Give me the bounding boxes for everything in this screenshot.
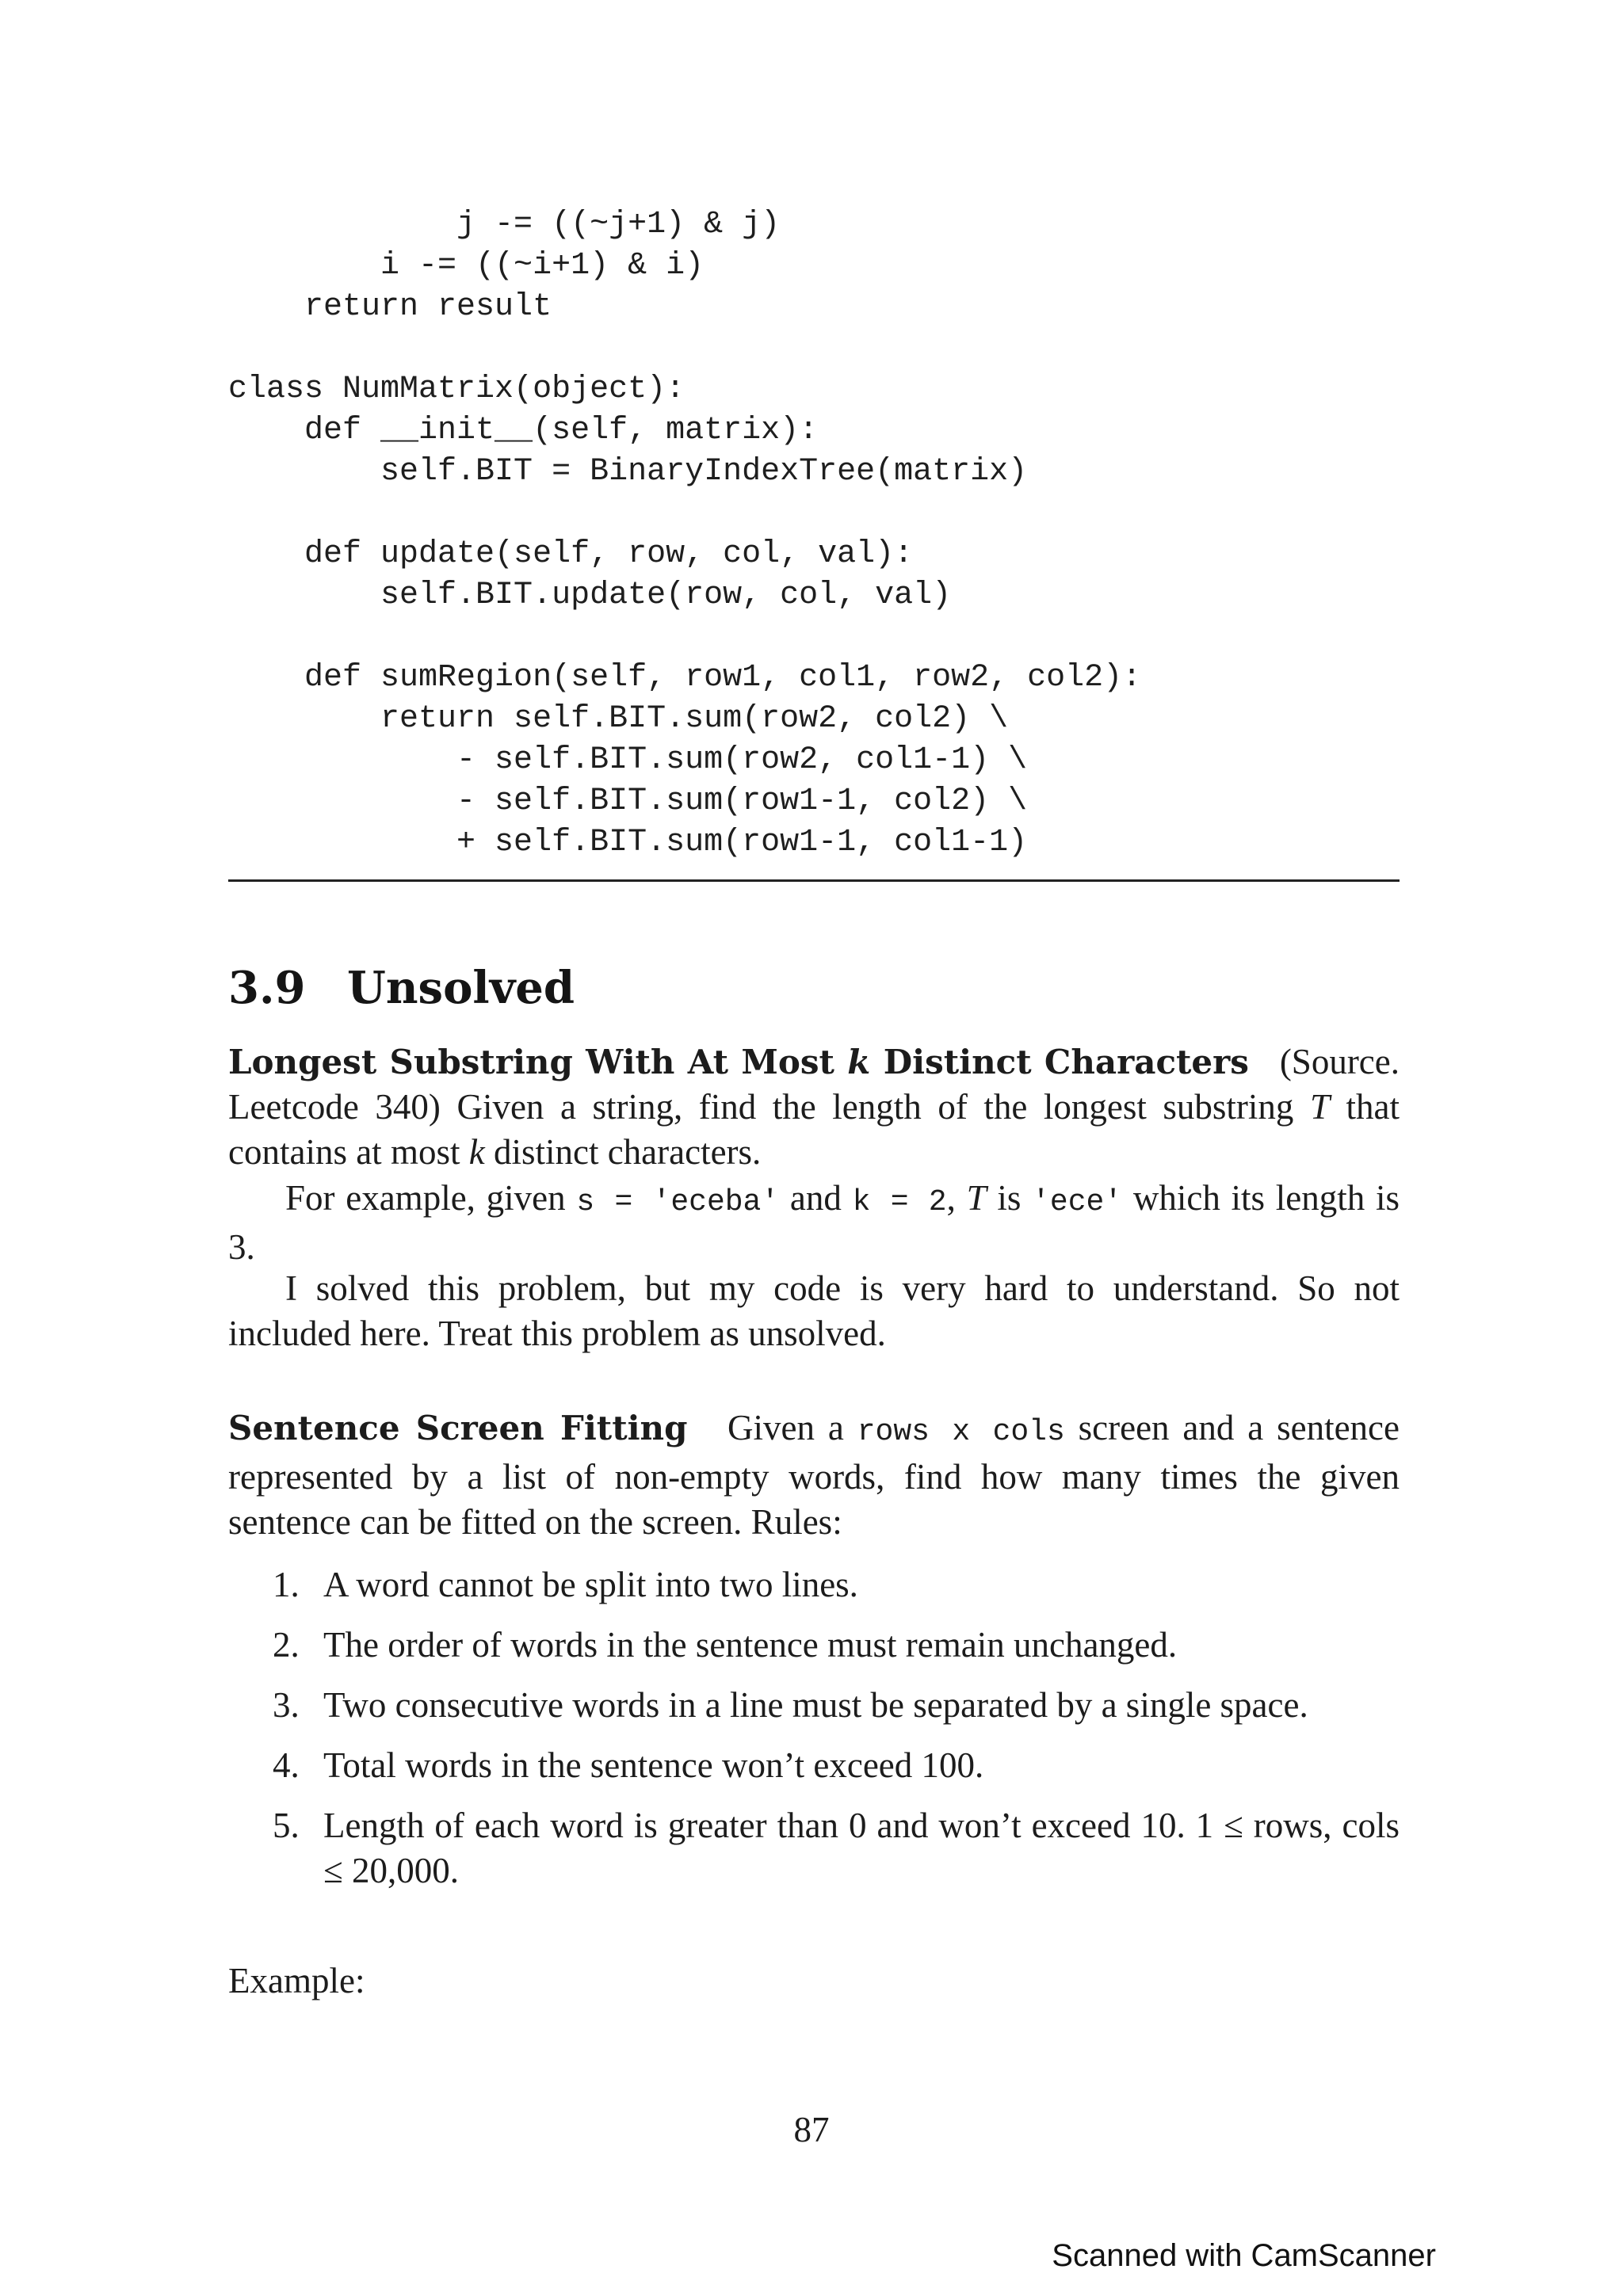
problem-note: I solved this problem, but my code is very hard to understand. So not included here. Treat this problem as unsolved.	[228, 1268, 1400, 1353]
code-line: class NumMatrix(object):	[228, 372, 685, 407]
list-item: 4. Total words in the sentence won’t exceed 100.	[273, 1745, 984, 1785]
code-line: def sumRegion(self, row1, col1, row2, col2):	[228, 660, 1142, 696]
problem-title: Longest Substring With At Most k Distinct Characters	[228, 1043, 1249, 1081]
example-label: Example:	[228, 1961, 365, 2000]
list-item: 3. Two consecutive words in a line must be separated by a single space.	[273, 1685, 1308, 1725]
code-block	[228, 204, 1401, 864]
problem-example: For example, given s = 'eceba' and k = 2, T is 'ece' which its length is 3.	[228, 1178, 1400, 1267]
code-line: j -= ((~j+1) & j)	[228, 207, 781, 242]
scanner-watermark: Scanned with CamScanner	[1052, 2238, 1436, 2273]
code-line: - self.BIT.sum(row2, col1-1) \	[228, 742, 1028, 778]
section-title: Unsolved	[347, 962, 575, 1014]
problem-description: Longest Substring With At Most k Distinct Characters (Source. Leetcode 340) Given a string, find the length of the longest substring T that contains at most k distinct characters.	[228, 1042, 1400, 1172]
code-line: def __init__(self, matrix):	[228, 413, 819, 448]
code-line: self.BIT.update(row, col, val)	[228, 578, 952, 613]
code-line	[228, 616, 1401, 658]
rules-list	[228, 1562, 1400, 1909]
code-line	[228, 328, 1401, 369]
code-line: def update(self, row, col, val):	[228, 536, 914, 572]
code-line: return self.BIT.sum(row2, col2) \	[228, 701, 1009, 737]
section-number: 3.9	[228, 962, 306, 1014]
problem-title: Sentence Screen Fitting	[228, 1409, 688, 1447]
code-line: self.BIT = BinaryIndexTree(matrix)	[228, 454, 1028, 490]
code-line: + self.BIT.sum(row1-1, col1-1)	[228, 825, 1028, 860]
code-line: return result	[228, 289, 552, 325]
page-number: 87	[793, 2110, 830, 2149]
list-item: 2. The order of words in the sentence must remain unchanged.	[273, 1625, 1178, 1665]
horizontal-rule	[228, 879, 1400, 882]
problem-description: Sentence Screen Fitting Given a rows x cols screen and a sentence represented by a list of non-empty words, find how many times the given sentence can be fitted on the screen. Rules:	[228, 1408, 1400, 1542]
section-heading	[228, 960, 575, 1016]
code-line: i -= ((~i+1) & i)	[228, 248, 705, 284]
list-item: 1. A word cannot be split into two lines.	[273, 1565, 858, 1604]
code-line: - self.BIT.sum(row1-1, col2) \	[228, 784, 1028, 819]
list-item: 5. Length of each word is greater than 0 and won’t exceed 10. 1 ≤ rows, cols ≤ 20,000.	[273, 1806, 1400, 1890]
code-line	[228, 493, 1401, 534]
